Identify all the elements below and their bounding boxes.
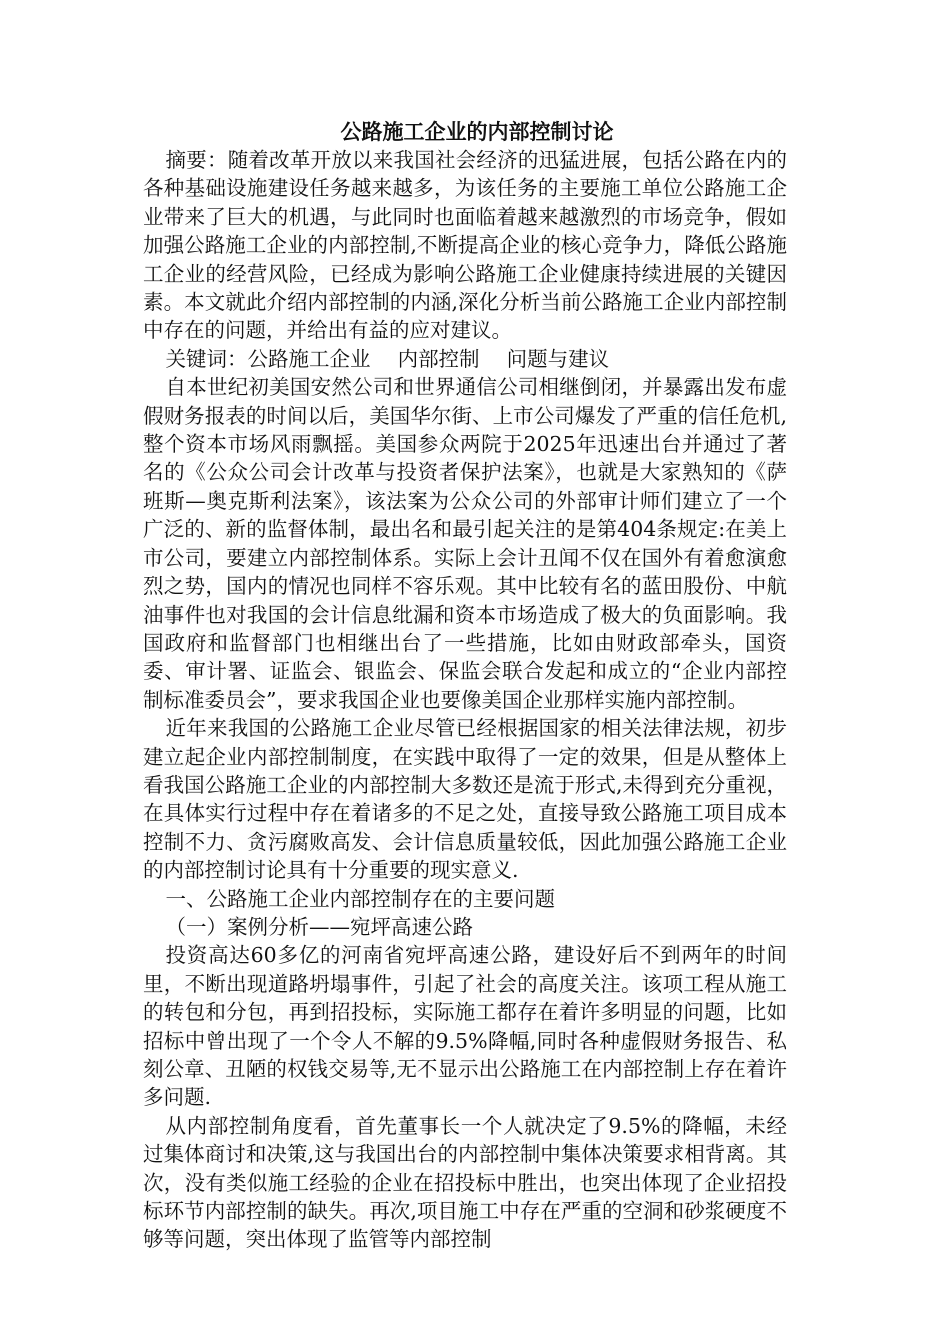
document-page (143, 118, 787, 1254)
section-heading: 一、公路施工企业内部控制存在的主要问题 (165, 886, 556, 911)
case-paragraph: 从内部控制角度看，首先董事长一个人就决定了9.5%的降幅，未经过集体商讨和决策,这与我国出台的内部控制中集体决策要求相背离。其次，没有类似施工经验的企业在招投标中胜出，也突出体现了企业招投标环节内部控制的缺失。再次,项目施工中存在严重的空洞和砂浆硬度不够等问题，突出体现了监管等内部控制 (143, 1113, 787, 1252)
keywords-line: 关键词：公路施工企业 内部控制 问题与建议 (165, 346, 610, 371)
body-paragraph: 近年来我国的公路施工企业尽管已经根据国家的相关法律法规，初步建立起企业内部控制制度，在实践中取得了一定的效果，但是从整体上看我国公路施工企业的内部控制大多数还是流于形式,未得到充分重视，在具体实行过程中存在着诸多的不足之处，直接导致公路施工项目成本控制不力、贪污腐败高发、会计信息质量较低，因此加强公路施工企业的内部控制讨论具有十分重要的现实意义. (143, 716, 787, 883)
body-paragraph: 自本世纪初美国安然公司和世界通信公司相继倒闭，并暴露出发布虚假财务报表的时间以后，美国华尔街、上市公司爆发了严重的信任危机,整个资本市场风雨飘摇。美国参众两院于2025年迅速出台并通过了著名的《公众公司会计改革与投资者保护法案》，也就是大家熟知的《萨班斯—奥克斯利法案》，该法案为公众公司的外部审计师们建立了一个广泛的、新的监督体制，最出名和最引起关注的是第404条规定:在美上市公司，要建立内部控制体系。实际上会计丑闻不仅在国外有着愈演愈烈之势，国内的情况也同样不容乐观。其中比较有名的蓝田股份、中航油事件也对我国的会计信息纰漏和资本市场造成了极大的负面影响。我国政府和监督部门也相继出台了一些措施，比如由财政部牵头，国资委、审计署、证监会、银监会、保监会联合发起和成立的“企业内部控制标准委员会”，要求我国企业也要像美国企业那样实施内部控制。 (143, 375, 787, 712)
case-paragraph: 投资高达60多亿的河南省宛坪高速公路，建设好后不到两年的时间里，不断出现道路坍塌事件，引起了社会的高度关注。该项工程从施工的转包和分包，再到招投标，实际施工都存在着许多明显的问题，比如招标中曾出现了一个令人不解的9.5%降幅,同时各种虚假财务报告、私刻公章、丑陋的权钱交易等,无不显示出公路施工在内部控制上存在着许多问题. (143, 943, 787, 1110)
document-title: 公路施工企业的内部控制讨论 (340, 119, 614, 144)
abstract-paragraph: 摘要：随着改革开放以来我国社会经济的迅猛进展，包括公路在内的各种基础设施建设任务越来越多，为该任务的主要施工单位公路施工企业带来了巨大的机遇，与此同时也面临着越来越激烈的市场竞争，假如加强公路施工企业的内部控制,不断提高企业的核心竞争力，降低公路施工企业的经营风险，已经成为影响公路施工企业健康持续进展的关键因素。本文就此介绍内部控制的内涵,深化分析当前公路施工企业内部控制中存在的问题，并给出有益的应对建议。 (143, 148, 787, 343)
subsection-heading: （一）案例分析——宛坪高速公路 (165, 914, 474, 939)
